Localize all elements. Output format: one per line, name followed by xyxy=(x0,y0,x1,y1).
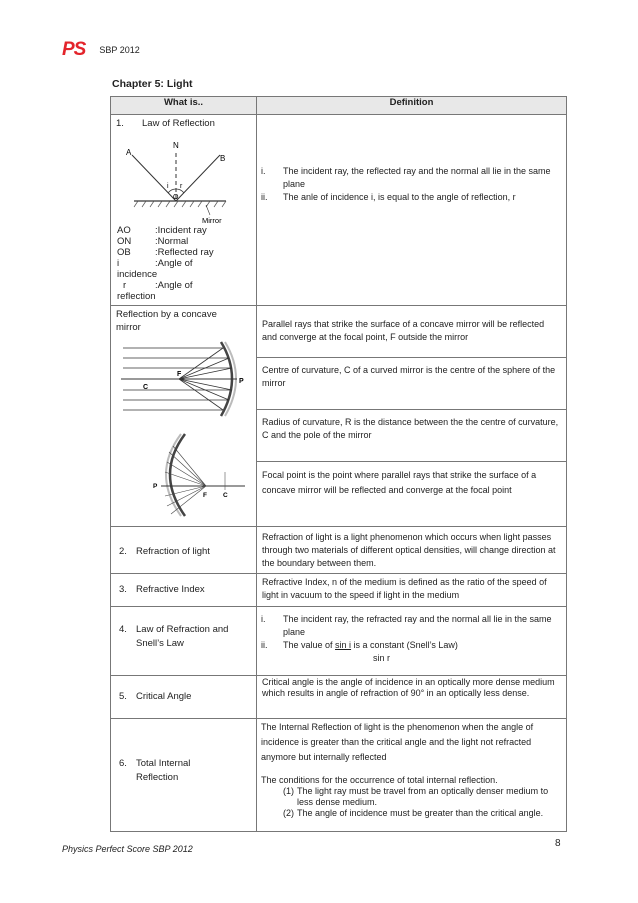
label-mirror: Mirror xyxy=(202,216,222,225)
footer-title: Physics Perfect Score SBP 2012 xyxy=(62,844,193,854)
row-number: 2. xyxy=(119,546,127,557)
tir-conditions-intro: The conditions for the occurrence of total internal reflection. xyxy=(261,775,498,785)
row-number: 4. xyxy=(119,624,127,635)
mirror-hatching xyxy=(134,201,226,207)
row-number: 3. xyxy=(119,584,127,595)
row-label: Total Internal Reflection xyxy=(136,758,191,783)
label-r: r xyxy=(180,183,183,190)
label-P: P xyxy=(239,378,244,385)
row-label: Law of Refraction and Snell’s Law xyxy=(136,624,229,649)
row-label: mirror xyxy=(116,322,141,333)
table-header-row xyxy=(111,97,567,115)
concave-mirror-diagram-1 xyxy=(113,340,253,422)
row-label: Law of Reflection xyxy=(142,118,215,129)
label-C: C xyxy=(223,492,228,499)
chapter-title: Chapter 5: Light xyxy=(112,78,193,90)
definition-focal-point: Focal point is the point where parallel rays that strike the surface of a concave mirror will be reflected and converge at the focal point xyxy=(262,470,537,495)
legend-item: OB :Reflected ray xyxy=(117,247,214,258)
table-row xyxy=(111,115,567,306)
table-row xyxy=(111,306,567,527)
concave-mirror-diagram-2 xyxy=(113,432,253,522)
table-row xyxy=(111,719,567,832)
header-subtitle: SBP 2012 xyxy=(99,44,140,55)
col-header-what: What is.. xyxy=(111,97,257,115)
definition-radius-of-curvature: Radius of curvature, R is the distance between the the centre of curvature, C and the pole of the mirror xyxy=(257,410,566,462)
label-N: N xyxy=(173,141,179,150)
list-item: (1) The light ray must be travel from an optically denser medium to less dense medium. xyxy=(283,786,549,807)
col-header-definition: Definition xyxy=(257,97,567,115)
reflection-legend: AO :Incident ray ON :Normal OB :Reflected ray i :Angle of incidence r :Angle of reflection xyxy=(111,225,256,302)
row-number: 5. xyxy=(119,691,127,702)
row-label: Critical Angle xyxy=(136,691,192,702)
definition-text: Refractive Index, n of the medium is defined as the ratio of the speed of light in vacuum to the speed if light in the medium xyxy=(262,577,547,600)
snells-law-definitions xyxy=(257,607,566,665)
content-table xyxy=(110,96,567,832)
ps-logo: PS xyxy=(62,39,86,60)
tir-definition: The Internal Reflection of light is the phenomenon when the angle of incidence is greater than the critical angle and the light not refracted anymore but internally reflected The conditions for the occurrence of total internal reflection. (1) The light ray must be travel from an optically denser medium to less dense medium. (2) The angle of incidence must be greater than the critical angle. xyxy=(257,719,566,819)
label-B: B xyxy=(220,154,226,163)
snell-numerator: sin i xyxy=(335,640,352,650)
label-F: F xyxy=(177,371,182,378)
reflection-definitions xyxy=(257,115,566,204)
definition-centre-of-curvature: Centre of curvature, C of a curved mirror is the centre of the sphere of the mirror xyxy=(257,358,566,410)
row-number: 1. xyxy=(116,118,124,129)
list-item: (2) The angle of incidence must be greater than the critical angle. xyxy=(283,808,544,818)
row-number: 6. xyxy=(119,758,127,769)
table-row xyxy=(111,607,567,676)
label-P: P xyxy=(153,483,158,490)
table-row xyxy=(111,527,567,574)
page-header xyxy=(62,40,140,59)
row-label: Reflection by a concave xyxy=(116,309,217,320)
label-O: O xyxy=(173,194,179,201)
page-number: 8 xyxy=(555,838,561,849)
list-item: i. The incident ray, the refracted ray and the normal all lie in the same plane xyxy=(261,614,552,637)
label-C: C xyxy=(143,384,149,391)
legend-item: AO :Incident ray xyxy=(117,225,207,236)
table-row xyxy=(111,574,567,607)
label-F: F xyxy=(203,492,207,499)
definition-text: Critical angle is the angle of incidence in an optically more dense medium which results in angle of refraction of 90° in an optically less dense. xyxy=(262,677,555,698)
definition-text: Refraction of light is a light phenomenon which occurs when light passes through two materials of different optical densities, will change direction at the boundary between them. xyxy=(262,532,556,568)
label-A: A xyxy=(126,148,132,157)
legend-item: i :Angle of xyxy=(117,258,193,269)
list-item: ii. The value of sin i is a constant (Snell’s Law) xyxy=(261,640,458,650)
label-i: i xyxy=(167,183,169,190)
list-item: ii. The anle of incidence i, is equal to the angle of reflection, r xyxy=(261,192,516,202)
table-row xyxy=(111,676,567,719)
legend-item: ON :Normal xyxy=(117,236,189,247)
incident-ray xyxy=(132,155,176,201)
list-item: i. The incident ray, the reflected ray and the normal all lie in the same plane xyxy=(261,166,551,189)
snell-denominator: sin r xyxy=(373,653,391,663)
definition-parallel-rays: Parallel rays that strike the surface of a concave mirror will be reflected and converge at the focal point, F outside the mirror xyxy=(257,306,566,358)
reflection-diagram xyxy=(114,133,254,225)
row-label: Refraction of light xyxy=(136,546,210,557)
row-label: Refractive Index xyxy=(136,584,205,595)
legend-item: r :Angle of xyxy=(123,280,193,291)
reflected-ray xyxy=(176,155,220,201)
